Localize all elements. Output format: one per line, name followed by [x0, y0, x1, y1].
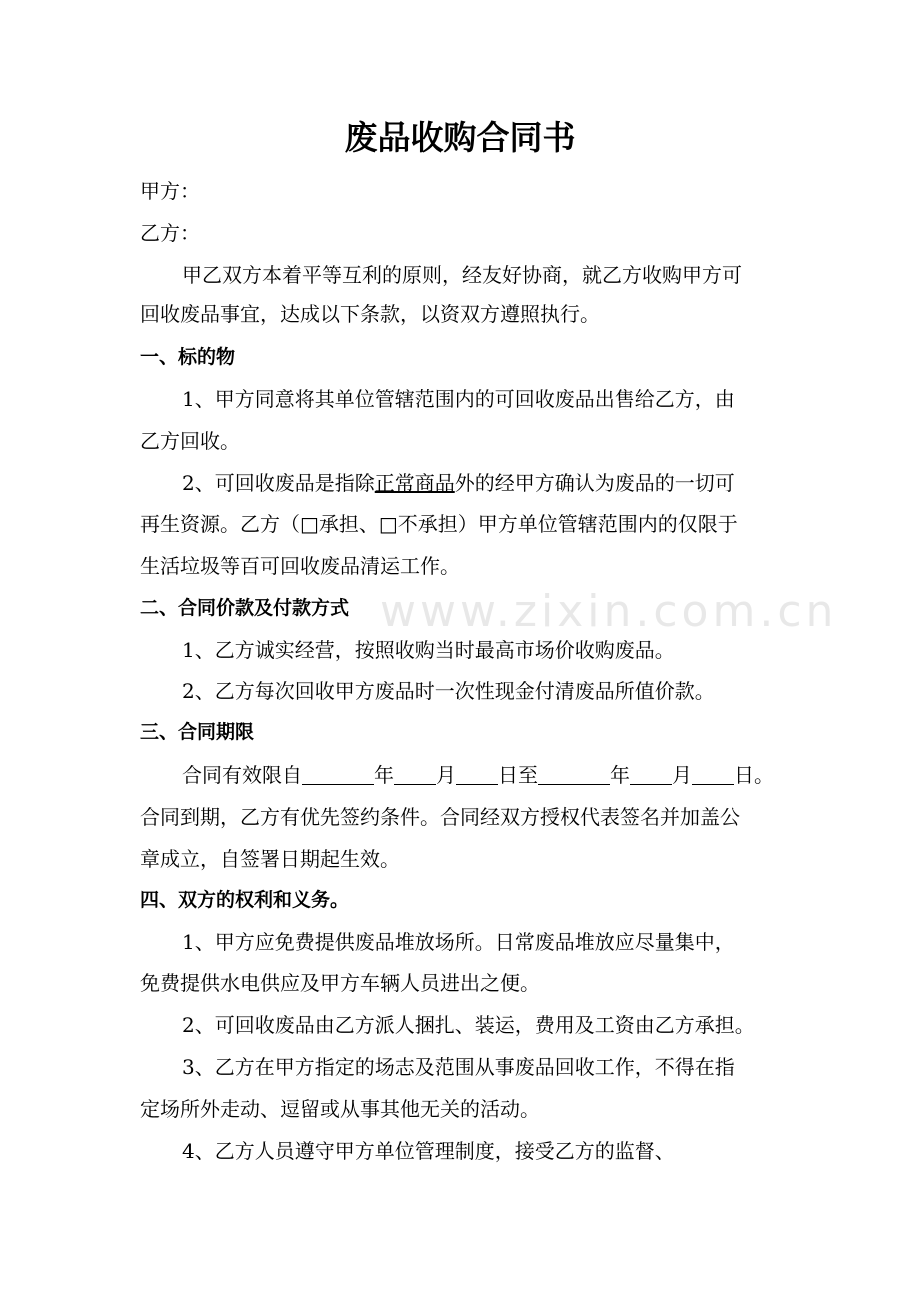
s4-p4: 4、乙方人员遵守甲方单位管理制度，接受乙方的监督、	[182, 1139, 675, 1163]
end-day-blank	[692, 766, 734, 785]
section-1-heading: 一、标的物	[140, 346, 236, 368]
s3-term-line	[182, 759, 774, 788]
term-year-label: 年	[374, 763, 394, 787]
end-year-blank	[538, 766, 610, 785]
term-year2-label: 年	[610, 763, 630, 787]
term-month2-label: 月	[672, 763, 692, 787]
s1-p1-line-2: 乙方回收。	[140, 429, 240, 453]
s4-p1-line-1: 1、甲方应免费提供废品堆放场所。日常废品堆放应尽量集中，	[182, 930, 735, 954]
s1-p2-line-1	[182, 467, 735, 496]
s3-line-3: 章成立，自签署日期起生效。	[140, 847, 400, 871]
s1-p1-line-1: 1、甲方同意将其单位管辖范围内的可回收废品出售给乙方，由	[182, 387, 735, 411]
s4-p3-line-1: 3、乙方在甲方指定的场志及范围从事废品回收工作，不得在指	[182, 1055, 735, 1079]
s1-p2-line-3: 生活垃圾等百可回收废品清运工作。	[140, 554, 460, 578]
section-4-heading: 四、双方的权利和义务。	[140, 889, 350, 911]
intro-line-2: 回收废品事宜，达成以下条款，以资双方遵照执行。	[140, 302, 600, 326]
start-year-blank	[302, 766, 374, 785]
party-a-label: 甲方：	[140, 179, 200, 203]
document-title: 废品收购合同书	[344, 118, 576, 157]
watermark: www.zixin.com.cn	[380, 586, 838, 637]
s4-p1-line-2: 免费提供水电供应及甲方车辆人员进出之便。	[140, 971, 540, 995]
term-start-label: 合同有效限自	[182, 763, 302, 787]
s4-p3-line-2: 定场所外走动、逗留或从事其他无关的活动。	[140, 1097, 540, 1121]
start-month-blank	[394, 766, 436, 785]
section-3-heading: 三、合同期限	[140, 721, 255, 743]
term-month-label: 月	[436, 763, 456, 787]
s1-p2-line-2: 再生资源。乙方（□承担、□不承担）甲方单位管辖范围内的仅限于	[140, 512, 738, 536]
s1-p2-underlined: 正常商品	[374, 471, 455, 495]
s4-p2: 2、可回收废品由乙方派人捆扎、装运，费用及工资由乙方承担。	[182, 1013, 755, 1037]
intro-line-1: 甲乙双方本着平等互利的原则，经友好协商，就乙方收购甲方可	[182, 263, 742, 287]
s2-p2: 2、乙方每次回收甲方废品时一次性现金付清废品所值价款。	[182, 679, 715, 703]
term-end-label: 日。	[734, 763, 774, 787]
term-to-label: 日至	[498, 763, 538, 787]
s1-p2-post: 外的经甲方确认为废品的一切可	[454, 471, 735, 495]
end-month-blank	[630, 766, 672, 785]
start-day-blank	[456, 766, 498, 785]
s1-p2-pre: 2、可回收废品是指除	[182, 471, 375, 495]
s2-p1: 1、乙方诚实经营，按照收购当时最高市场价收购废品。	[182, 638, 675, 662]
s3-line-2: 合同到期，乙方有优先签约条件。合同经双方授权代表签名并加盖公	[140, 805, 740, 829]
section-2-heading: 二、合同价款及付款方式	[140, 597, 350, 619]
party-b-label: 乙方：	[140, 221, 200, 245]
